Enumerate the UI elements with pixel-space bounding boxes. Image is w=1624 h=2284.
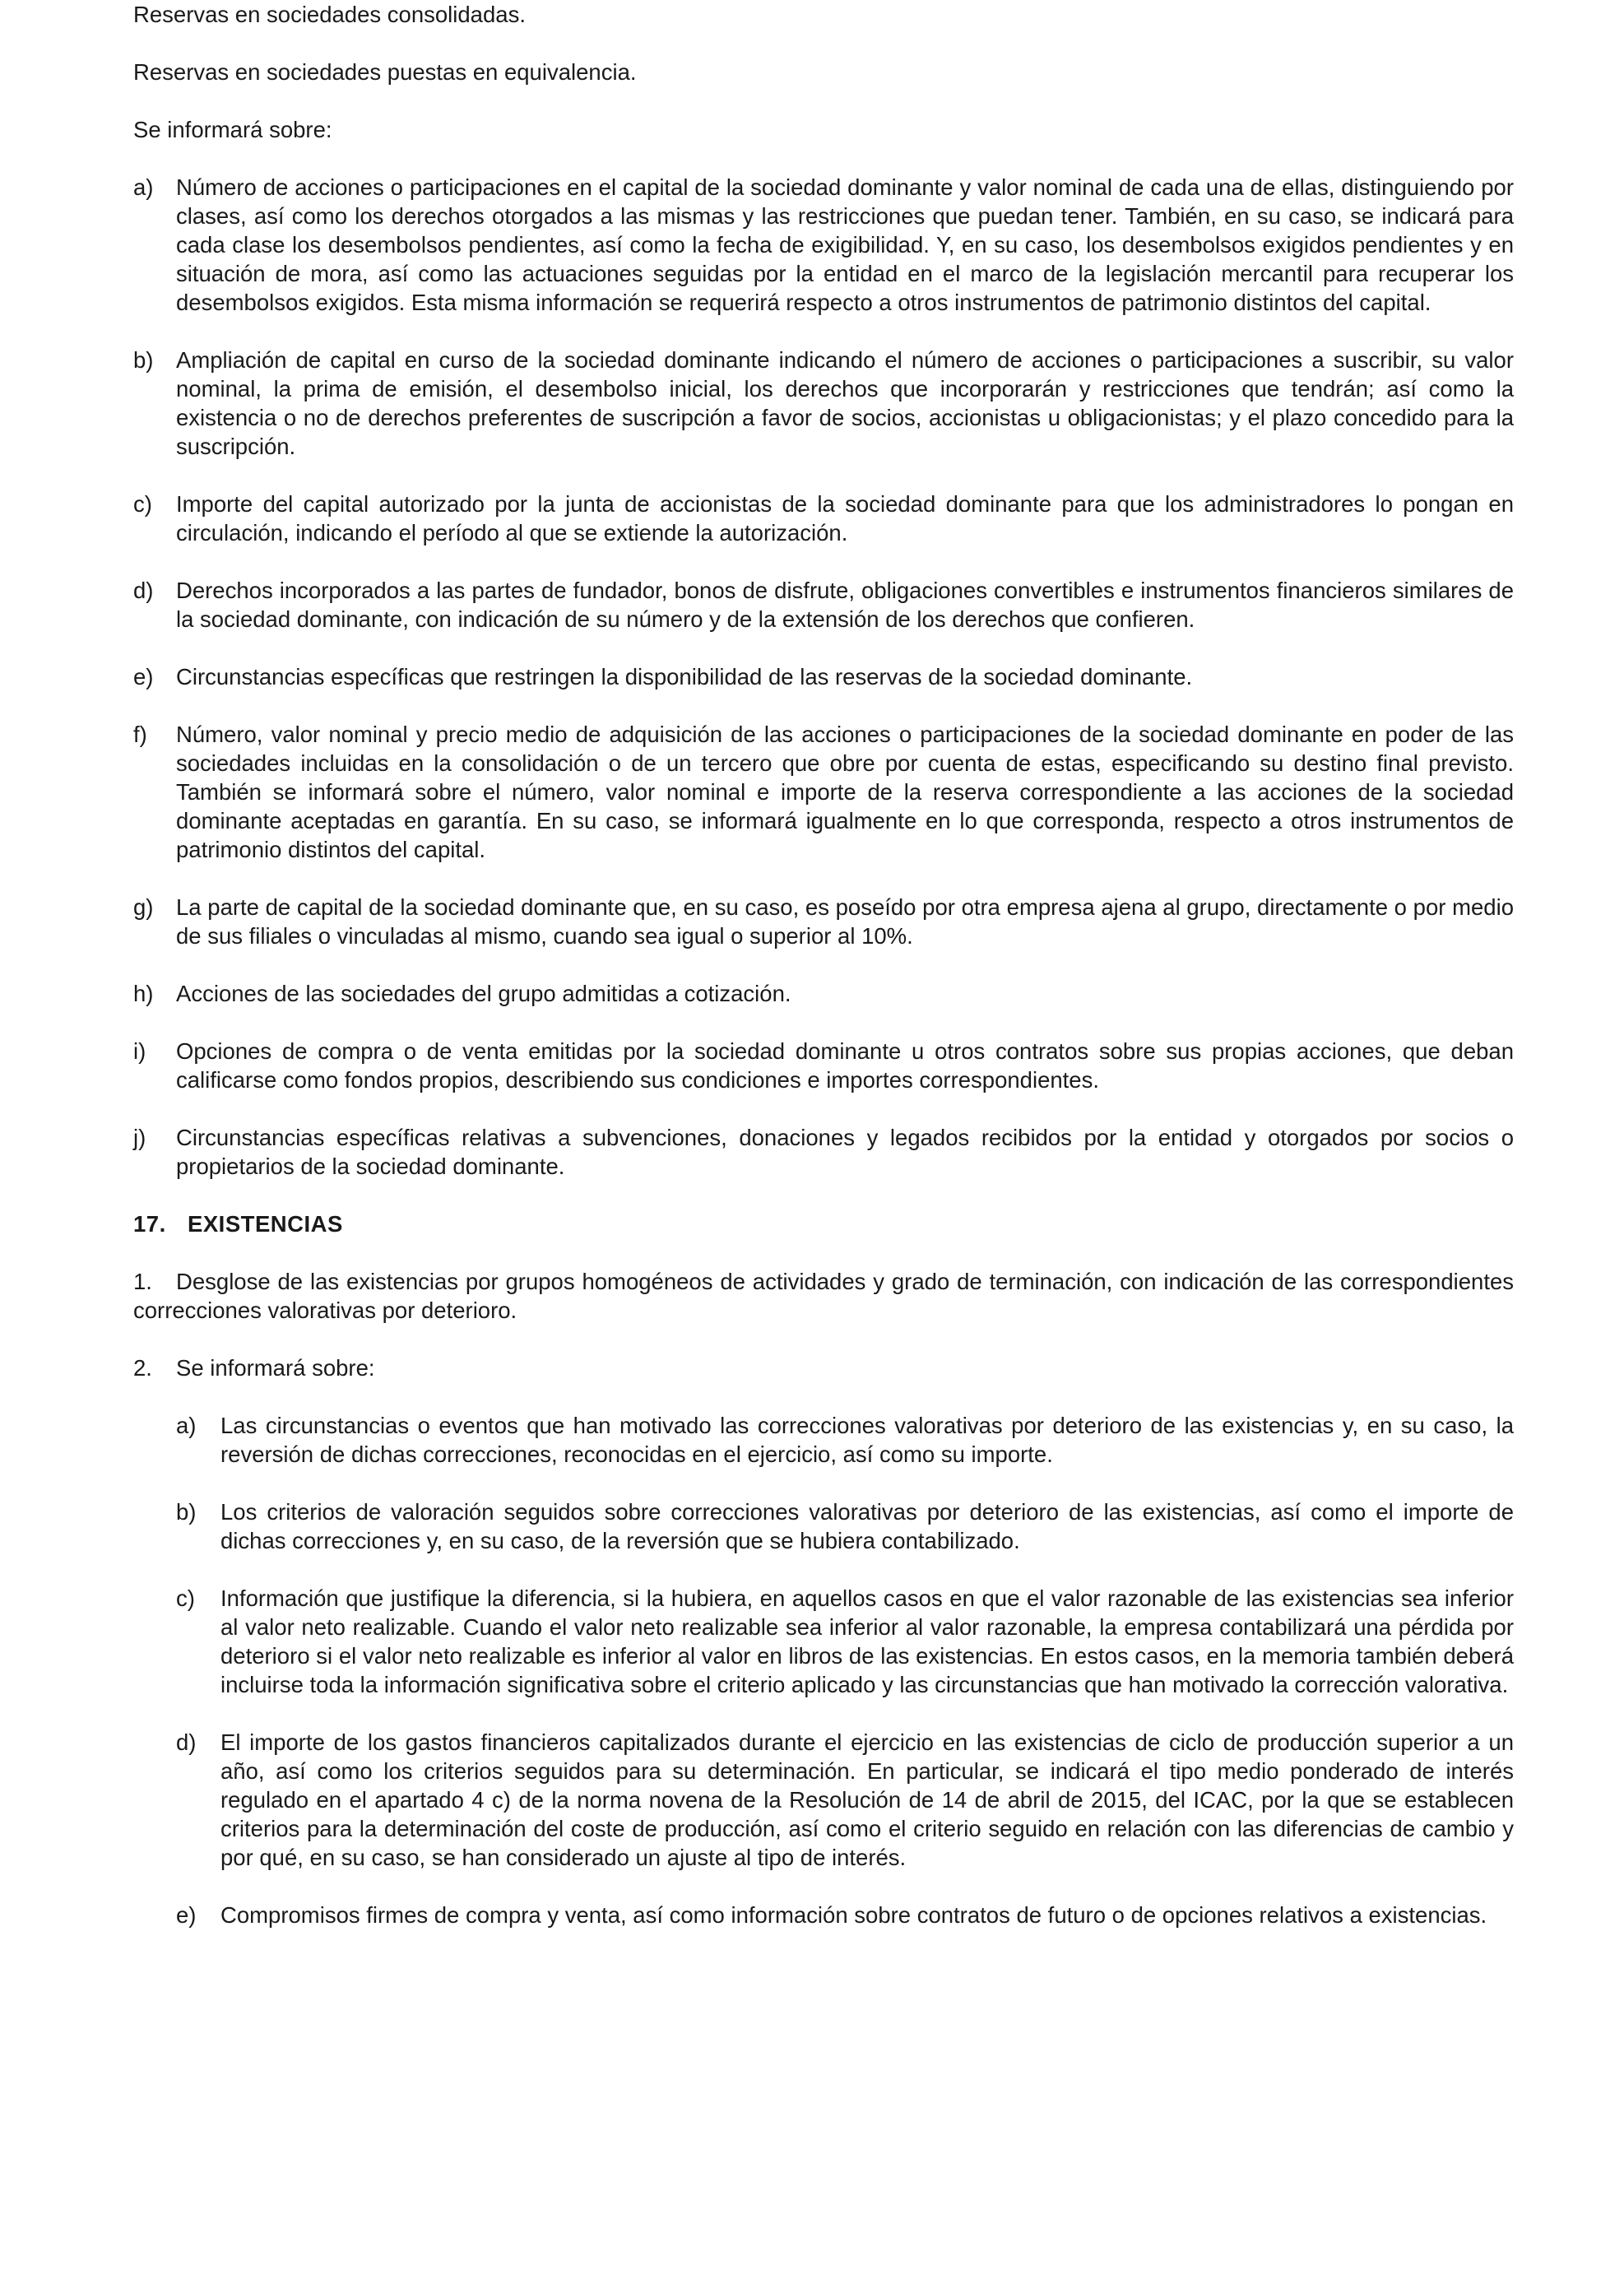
intro-line-2: Reservas en sociedades puestas en equivalencia. [133,59,637,85]
section-number: 17. [133,1211,166,1237]
point-number: 1. [133,1269,152,1294]
list-label: d) [133,578,154,603]
list-label: j) [133,1125,146,1150]
section-16-list [133,173,1514,1181]
list-item-e [133,662,1514,691]
list-text: Número de acciones o participaciones en el capital de la sociedad dominante y valor nominal de cada una de ellas, distinguiendo por clases, así como los derechos otorgados a las mismas y las restricciones que puedan tener. También, en su caso, se indicará para cada clase los desembolsos pendientes, así como la fecha de exigibilidad. Y, en su caso, los desembolsos exigidos pendientes y en situación de mora, así como las actuaciones seguidas por la entidad en el marco de la legislación mercantil para recuperar los desembolsos exigidos. Esta misma información se requerirá respecto a otros instrumentos de patrimonio distintos del capital. [176,174,1514,315]
list-text: Número, valor nominal y precio medio de adquisición de las acciones o participaciones de la sociedad dominante en poder de las sociedades incluidas en la consolidación o de un tercero que obre por cuenta de estas, especificando su destino final previsto. También se informará sobre el número, valor nominal e importe de la reserva correspondiente a las acciones de la sociedad dominante aceptadas en garantía. En su caso, se informará igualmente en lo que corresponda, respecto a otros instrumentos de patrimonio distintos del capital. [176,722,1514,862]
list-item-b [133,346,1514,461]
list-text: Información que justifique la diferencia, si la hubiera, en aquellos casos en que el valor razonable de las existencias sea inferior al valor neto realizable. Cuando el valor neto realizable sea inferior al valor razonable, la empresa contabilizará una pérdida por deterioro si el valor neto realizable es inferior al valor en libros de las existencias. En estos casos, en la memoria también deberá incluirse toda la información significativa sobre el criterio aplicado y las circunstancias que han motivado la corrección valorativa. [220,1585,1514,1697]
list-item-d [133,576,1514,634]
list-item-j [133,1123,1514,1181]
list-text: Circunstancias específicas relativas a subvenciones, donaciones y legados recibidos por la entidad y otorgados por socios o propietarios de la sociedad dominante. [176,1125,1514,1179]
point-text: Se informará sobre: [176,1355,375,1381]
numbered-point-2 [133,1353,1514,1382]
sublist-item-c [133,1584,1514,1699]
list-label: d) [176,1729,197,1755]
sublist-item-b [133,1497,1514,1555]
list-label: c) [176,1585,195,1611]
point-number: 2. [133,1355,152,1381]
section-17-list [133,1411,1514,1929]
section-title: EXISTENCIAS [188,1211,343,1237]
list-label: f) [133,722,147,747]
list-item-c [133,490,1514,547]
list-text: Importe del capital autorizado por la junta de accionistas de la sociedad dominante para que los administradores lo pongan en circulación, indicando el período al que se extiende la autorización. [176,491,1514,545]
list-item-i [133,1037,1514,1094]
list-label: b) [133,347,154,373]
intro-line-3: Se informará sobre: [133,117,332,142]
list-text: Compromisos firmes de compra y venta, así como información sobre contratos de futuro o de opciones relativos a existencias. [220,1902,1487,1928]
list-text: Ampliación de capital en curso de la sociedad dominante indicando el número de acciones o participaciones a suscribir, su valor nominal, la prima de emisión, el desembolso inicial, los derechos que incorporarán y restricciones que tendrán; así como la existencia o no de derechos preferentes de suscripción a favor de socios, accionistas u obligacionistas; y el plazo concedido para la suscripción. [176,347,1514,459]
list-label: i) [133,1038,146,1064]
list-text: Acciones de las sociedades del grupo admitidas a cotización. [176,981,791,1006]
point-text: Desglose de las existencias por grupos homogéneos de actividades y grado de terminación, con indicación de las correspondientes correcciones valorativas por deterioro. [133,1269,1514,1323]
list-text: Derechos incorporados a las partes de fundador, bonos de disfrute, obligaciones convertibles e instrumentos financieros similares de la sociedad dominante, con indicación de su número y de la extensión de los derechos que confieren. [176,578,1514,632]
list-label: a) [176,1413,197,1438]
list-text: Los criterios de valoración seguidos sobre correcciones valorativas por deterioro de las existencias, así como el importe de dichas correcciones y, en su caso, de la reversión que se hubiera contabilizado. [220,1499,1514,1553]
list-item-g [133,893,1514,950]
numbered-point-1 [133,1267,1514,1325]
list-label: e) [176,1902,197,1928]
sublist-item-a [133,1411,1514,1469]
list-text: Circunstancias específicas que restringen la disponibilidad de las reservas de la sociedad dominante. [176,664,1193,689]
intro-line-1: Reservas en sociedades consolidadas. [133,2,526,27]
list-text: El importe de los gastos financieros capitalizados durante el ejercicio en las existencias de ciclo de producción superior a un año, así como los criterios seguidos para su determinación. En particular, se indicará el tipo medio ponderado de interés regulado en el apartado 4 c) de la norma novena de la Resolución de 14 de abril de 2015, del ICAC, por la que se establecen criterios para la determinación del coste de producción, así como el criterio seguido en relación con las diferencias de cambio y por qué, en su caso, se han considerado un ajuste al tipo de interés. [220,1729,1514,1870]
list-text: Opciones de compra o de venta emitidas por la sociedad dominante u otros contratos sobre sus propias acciones, que deban calificarse como fondos propios, describiendo sus condiciones e importes correspondientes. [176,1038,1514,1093]
list-text: La parte de capital de la sociedad dominante que, en su caso, es poseído por otra empresa ajena al grupo, directamente o por medio de sus filiales o vinculadas al mismo, cuando sea igual o superior al 10%. [176,894,1514,949]
list-label: b) [176,1499,197,1525]
list-label: a) [133,174,154,200]
list-label: g) [133,894,154,920]
document-page [133,0,1514,1958]
list-item-a [133,173,1514,317]
sublist-item-e [133,1901,1514,1929]
list-label: c) [133,491,152,517]
section-heading [133,1209,1514,1238]
list-label: e) [133,664,154,689]
list-text: Las circunstancias o eventos que han motivado las correcciones valorativas por deterioro de las existencias y, en su caso, la reversión de dichas correcciones, reconocidas en el ejercicio, así como su importe. [220,1413,1514,1467]
list-item-h [133,979,1514,1008]
list-label: h) [133,981,154,1006]
sublist-item-d [133,1728,1514,1872]
list-item-f [133,720,1514,864]
